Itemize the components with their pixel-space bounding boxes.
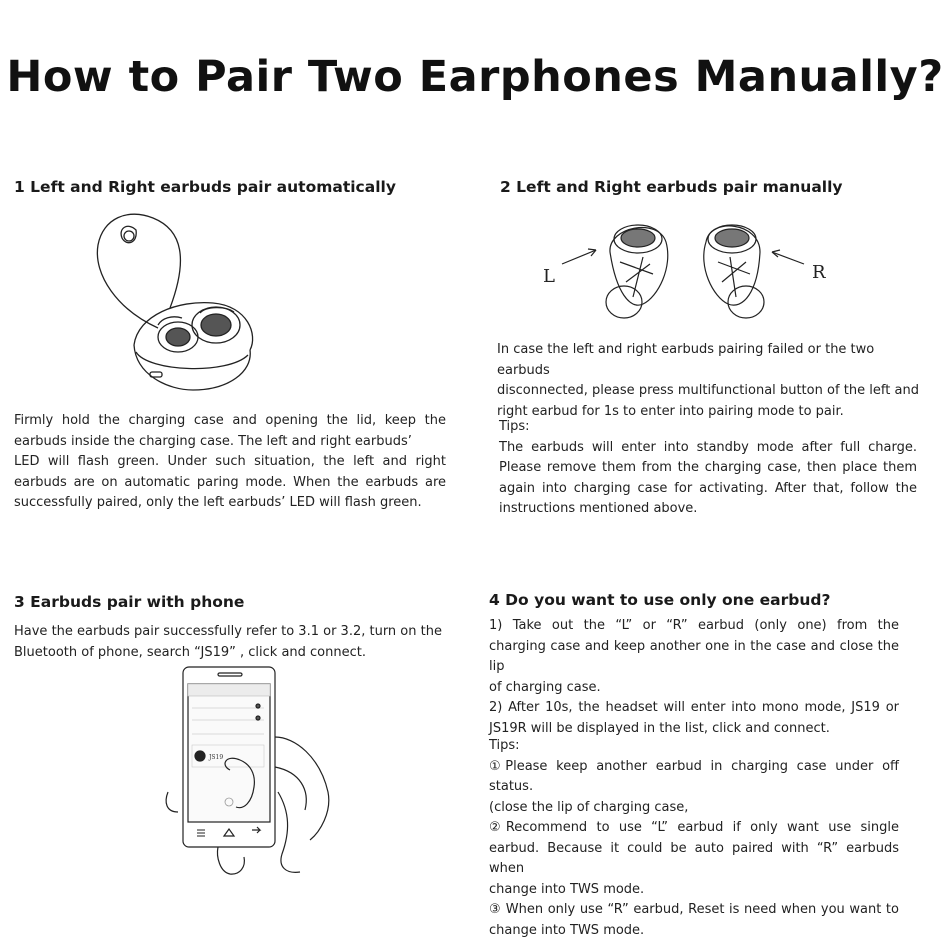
text-line: LED will flash green. Under such situation, the left and right [14, 454, 446, 469]
text-line: again into charging case for activating. After that, follow the [499, 480, 917, 496]
section-1-text [14, 411, 446, 514]
text-line: Bluetooth of phone, search “JS19” , click and connect. [14, 644, 366, 660]
text-line: disconnected, please press multifunctional button of the left and [497, 383, 919, 398]
text-line: successfully paired, only the left earbuds’ LED will flash green. [14, 495, 422, 510]
charging-case-illustration [88, 200, 268, 405]
section-3-heading: 3 Earbuds pair with phone [14, 593, 245, 611]
text-line: of charging case. [489, 679, 601, 695]
text-line: Have the earbuds pair successfully refer to 3.1 or 3.2, turn on the [14, 624, 442, 639]
right-label: R [812, 262, 826, 283]
text-line: 1) Take out the “L” or “R” earbud (only one) from the [489, 618, 899, 633]
text-line: The earbuds will enter into standby mode after full charge. [499, 439, 917, 455]
text-line: ③ When only use “R” earbud, Reset is need when you want to [489, 902, 899, 917]
section-2-text [497, 340, 919, 422]
text-line: Please remove them from the charging case, then place them [499, 460, 917, 475]
section-2-heading: 2 Left and Right earbuds pair manually [500, 178, 843, 196]
text-line: change into TWS mode. [489, 881, 645, 897]
left-label: L [543, 266, 555, 287]
section-1-heading: 1 Left and Right earbuds pair automatically [14, 178, 396, 196]
text-line: 2) After 10s, the headset will enter into mono mode, JS19 or [489, 700, 899, 715]
phone-in-hand-illustration [160, 662, 360, 877]
text-line: instructions mentioned above. [499, 501, 698, 516]
section-4-steps [489, 616, 899, 739]
text-line: Firmly hold the charging case and opening the lid, keep the [14, 413, 446, 428]
text-line: charging case and keep another one in the case and close the lip [489, 638, 899, 674]
section-4-tips [489, 736, 899, 941]
section-4-heading: 4 Do you want to use only one earbud? [489, 591, 831, 609]
text-line: In case the left and right earbuds pairing failed or the two earbuds [497, 342, 875, 378]
text-line: earbuds inside the charging case. The left and right earbuds’ [14, 433, 412, 449]
text-line: earbuds are on automatic paring mode. When the earbuds are [14, 474, 446, 490]
device-name-label: JS19 [209, 754, 224, 761]
tips-label: Tips: [499, 419, 530, 434]
section-3-text [14, 622, 454, 663]
text-line: change into TWS mode. [489, 922, 645, 938]
earbuds-lr-illustration [538, 212, 838, 322]
text-line: earbud. Because it could be auto paired with “R” earbuds when [489, 840, 899, 876]
text-line: (close the lip of charging case, [489, 799, 689, 815]
text-line: right earbud for 1s to enter into pairing mode to pair. [497, 403, 844, 419]
text-line: ②Recommend to use “L” earbud if only want use single [489, 820, 899, 835]
section-2-tips [499, 417, 917, 520]
text-line: ①Please keep another earbud in charging case under off status. [489, 758, 899, 794]
page-title: How to Pair Two Earphones Manually? [6, 52, 944, 102]
text-line: JS19R will be displayed in the list, click and connect. [489, 720, 830, 736]
tips-label: Tips: [489, 738, 520, 753]
